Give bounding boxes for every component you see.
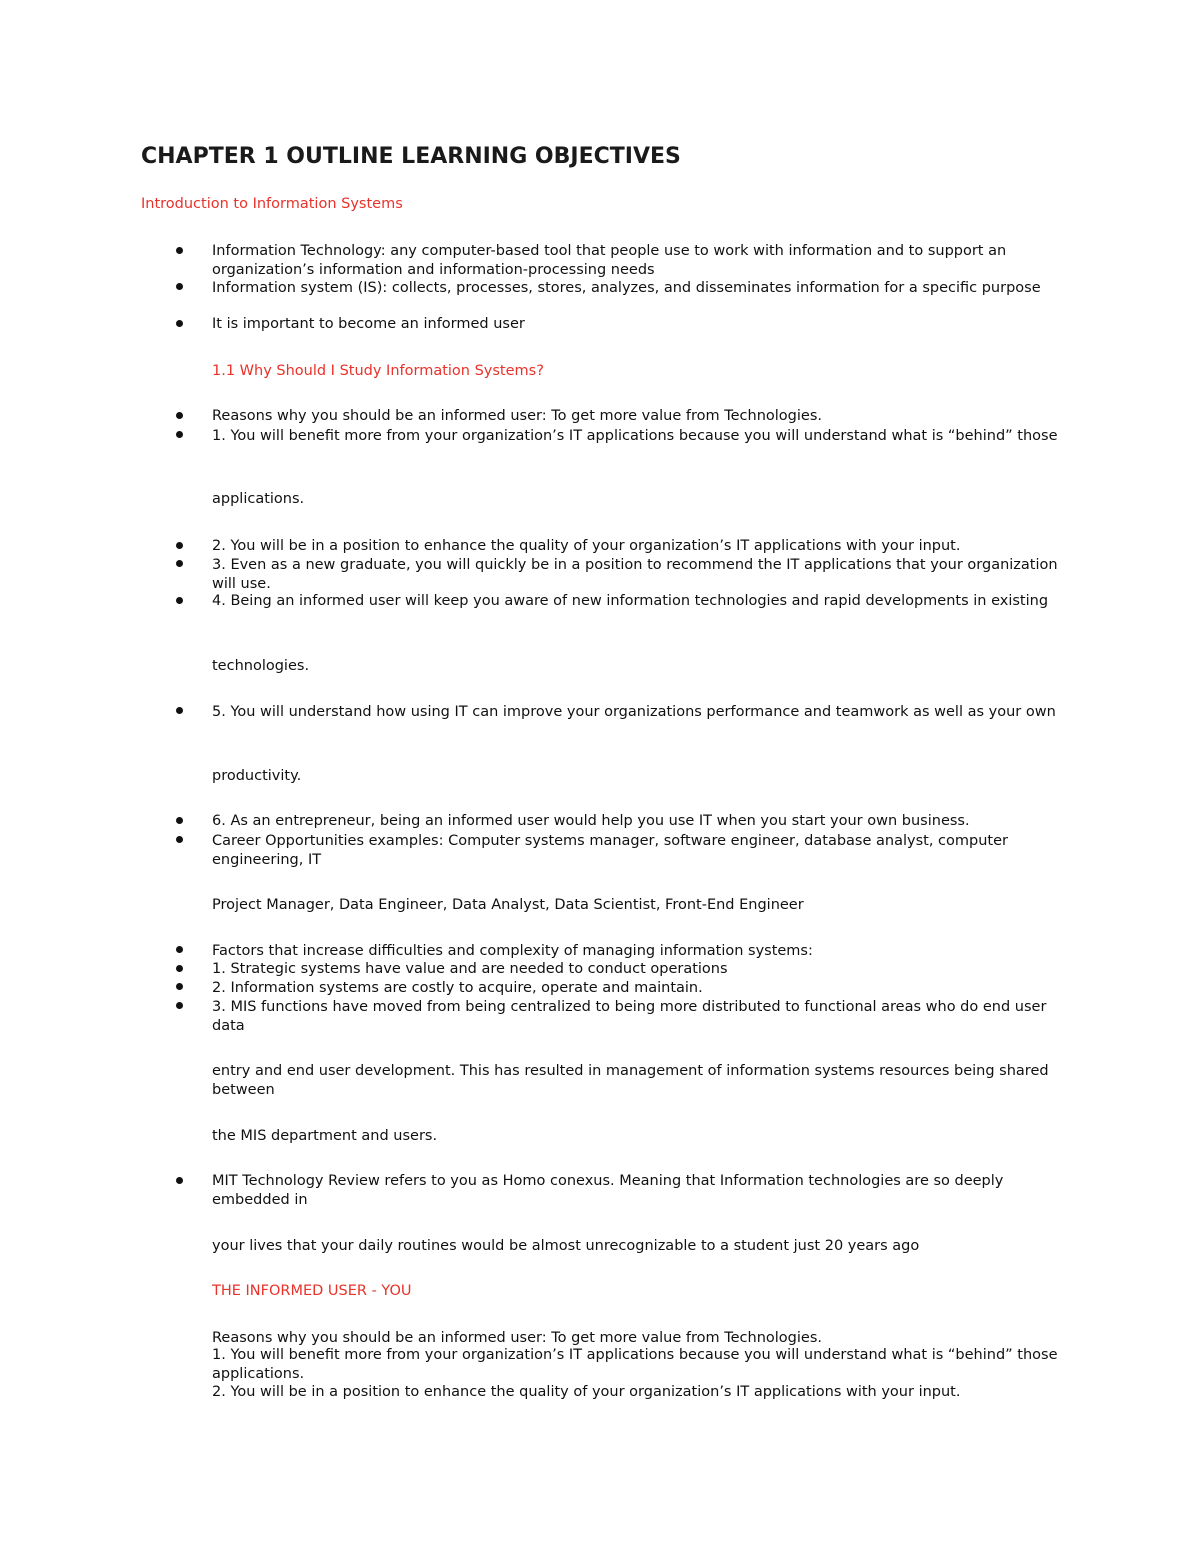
bullet-icon bbox=[176, 283, 183, 290]
paragraph-line: 1. You will benefit more from your organization’s IT applications because you will understand what is “behind” those applications. bbox=[212, 1347, 1058, 1382]
bullet-icon bbox=[176, 965, 183, 972]
bullet-icon bbox=[176, 597, 183, 604]
bullet-icon bbox=[176, 412, 183, 419]
list-item: Career Opportunities examples: Computer systems manager, software engineer, database analyst, computer engineering, IT bbox=[212, 833, 1008, 868]
list-item: 1. Strategic systems have value and are needed to conduct operations bbox=[212, 961, 728, 977]
continuation-text: entry and end user development. This has resulted in management of information systems resources being shared between bbox=[212, 1063, 1049, 1098]
list-item: 3. Even as a new graduate, you will quickly be in a position to recommend the IT applications that your organization will use. bbox=[212, 557, 1058, 592]
continuation-text: the MIS department and users. bbox=[212, 1128, 438, 1144]
bullet-icon bbox=[176, 247, 183, 254]
continuation-text: applications. bbox=[212, 491, 305, 507]
bullet-icon bbox=[176, 560, 183, 567]
list-item: 3. MIS functions have moved from being centralized to being more distributed to functional areas who do end user data bbox=[212, 999, 1047, 1034]
list-item: Information system (IS): collects, processes, stores, analyzes, and disseminates information for a specific purpose bbox=[212, 280, 1041, 296]
continuation-text: Project Manager, Data Engineer, Data Analyst, Data Scientist, Front-End Engineer bbox=[212, 897, 804, 913]
list-item: 4. Being an informed user will keep you aware of new information technologies and rapid developments in existing bbox=[212, 593, 1049, 609]
continuation-text: productivity. bbox=[212, 768, 302, 784]
list-item: Factors that increase difficulties and complexity of managing information systems: bbox=[212, 943, 813, 959]
list-item: Information Technology: any computer-based tool that people use to work with information and to support an organization’s information and information-processing needs bbox=[212, 243, 1007, 278]
page-title: CHAPTER 1 OUTLINE LEARNING OBJECTIVES bbox=[141, 144, 681, 169]
list-item: 1. You will benefit more from your organization’s IT applications because you will understand what is “behind” those bbox=[212, 428, 1058, 444]
bullet-icon bbox=[176, 983, 183, 990]
list-item: 6. As an entrepreneur, being an informed user would help you use IT when you start your own business. bbox=[212, 813, 970, 829]
list-item: 5. You will understand how using IT can improve your organizations performance and teamwork as well as your own bbox=[212, 704, 1056, 720]
bullet-icon bbox=[176, 1002, 183, 1009]
continuation-text: your lives that your daily routines would be almost unrecognizable to a student just 20 years ago bbox=[212, 1238, 920, 1254]
paragraph-line: Reasons why you should be an informed user: To get more value from Technologies. bbox=[212, 1330, 822, 1346]
section-heading: 1.1 Why Should I Study Information Systems? bbox=[212, 363, 544, 379]
bullet-icon bbox=[176, 542, 183, 549]
section-heading: THE INFORMED USER - YOU bbox=[212, 1283, 412, 1299]
bullet-icon bbox=[176, 320, 183, 327]
list-item: 2. You will be in a position to enhance the quality of your organization’s IT applications with your input. bbox=[212, 538, 961, 554]
list-item: MIT Technology Review refers to you as Homo conexus. Meaning that Information technologies are so deeply embedded in bbox=[212, 1173, 1004, 1208]
bullet-icon bbox=[176, 707, 183, 714]
bullet-icon bbox=[176, 836, 183, 843]
list-item: Reasons why you should be an informed user: To get more value from Technologies. bbox=[212, 408, 822, 424]
continuation-text: technologies. bbox=[212, 658, 310, 674]
intro-heading: Introduction to Information Systems bbox=[141, 196, 403, 212]
bullet-icon bbox=[176, 431, 183, 438]
paragraph-line: 2. You will be in a position to enhance the quality of your organization’s IT applications with your input. bbox=[212, 1384, 961, 1400]
bullet-icon bbox=[176, 946, 183, 953]
list-item: 2. Information systems are costly to acquire, operate and maintain. bbox=[212, 980, 703, 996]
bullet-icon bbox=[176, 1177, 183, 1184]
bullet-icon bbox=[176, 817, 183, 824]
list-item: It is important to become an informed user bbox=[212, 316, 525, 332]
